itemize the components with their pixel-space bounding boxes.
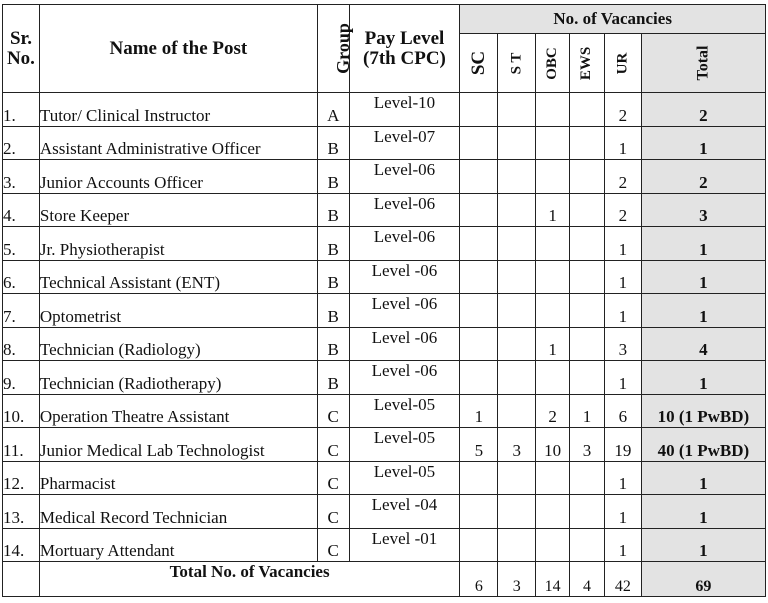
sr-cell: 13. bbox=[3, 495, 40, 529]
post-name: Pharmacist bbox=[39, 461, 317, 495]
sc-cell bbox=[460, 528, 498, 562]
table-row bbox=[3, 495, 766, 529]
sr-no-header bbox=[3, 5, 40, 93]
st-cell: 3 bbox=[498, 428, 536, 462]
obc-cell: 10 bbox=[536, 428, 570, 462]
ur-cell: 1 bbox=[604, 361, 641, 395]
st-cell bbox=[498, 495, 536, 529]
sr-cell: 2. bbox=[3, 126, 40, 160]
ews-cell bbox=[570, 93, 605, 127]
obc-cell bbox=[536, 227, 570, 261]
ur-header-label: UR bbox=[614, 52, 631, 75]
sc-cell bbox=[460, 160, 498, 194]
sr-no-line2: No. bbox=[6, 47, 35, 69]
sr-cell: 1. bbox=[3, 93, 40, 127]
table-row bbox=[3, 260, 766, 294]
sc-header bbox=[460, 34, 498, 93]
total-cell: 1 bbox=[641, 294, 765, 328]
table-row bbox=[3, 160, 766, 194]
total-ur: 42 bbox=[604, 562, 641, 597]
post-name: Technical Assistant (ENT) bbox=[39, 260, 317, 294]
vacancy-table bbox=[2, 4, 766, 597]
pay-level-cell: Level-05 bbox=[349, 394, 460, 428]
group-cell: B bbox=[317, 160, 349, 194]
ews-cell bbox=[570, 461, 605, 495]
ur-cell: 1 bbox=[604, 528, 641, 562]
group-header bbox=[317, 5, 353, 93]
sc-cell bbox=[460, 495, 498, 529]
ews-cell bbox=[570, 160, 605, 194]
post-name: Technician (Radiology) bbox=[39, 327, 317, 361]
post-name: Mortuary Attendant bbox=[39, 528, 317, 562]
obc-cell bbox=[536, 294, 570, 328]
total-cell: 2 bbox=[641, 93, 765, 127]
obc-cell bbox=[536, 361, 570, 395]
total-cell: 1 bbox=[641, 461, 765, 495]
total-cell: 1 bbox=[641, 528, 765, 562]
pay-level-line2: (7th CPC) bbox=[363, 47, 446, 69]
ur-cell: 1 bbox=[604, 126, 641, 160]
post-name: Junior Medical Lab Technologist bbox=[39, 428, 317, 462]
group-cell: C bbox=[317, 495, 349, 529]
st-cell bbox=[498, 260, 536, 294]
pay-level-cell: Level-06 bbox=[349, 227, 460, 261]
st-cell bbox=[498, 327, 536, 361]
ews-cell bbox=[570, 126, 605, 160]
name-of-post-header: Name of the Post bbox=[39, 5, 317, 93]
sr-cell: 7. bbox=[3, 294, 40, 328]
pay-level-cell: Level -06 bbox=[349, 361, 460, 395]
st-cell bbox=[498, 93, 536, 127]
pay-level-cell: Level-10 bbox=[349, 93, 460, 127]
sc-cell bbox=[460, 260, 498, 294]
sr-cell: 5. bbox=[3, 227, 40, 261]
total-row-label: Total No. of Vacancies bbox=[39, 562, 459, 597]
table-row bbox=[3, 126, 766, 160]
total-cell: 4 bbox=[641, 327, 765, 361]
pay-level-cell: Level-05 bbox=[349, 461, 460, 495]
group-cell: C bbox=[317, 461, 349, 495]
ur-cell: 1 bbox=[604, 461, 641, 495]
post-name: Junior Accounts Officer bbox=[39, 160, 317, 194]
obc-cell: 1 bbox=[536, 327, 570, 361]
obc-cell bbox=[536, 495, 570, 529]
sc-cell: 5 bbox=[460, 428, 498, 462]
table-row bbox=[3, 428, 766, 462]
group-cell: B bbox=[317, 193, 349, 227]
sr-cell: 4. bbox=[3, 193, 40, 227]
obc-header bbox=[536, 34, 570, 93]
total-obc: 14 bbox=[536, 562, 570, 597]
group-cell: A bbox=[317, 93, 349, 127]
ews-cell bbox=[570, 227, 605, 261]
ews-cell: 3 bbox=[570, 428, 605, 462]
group-cell: B bbox=[317, 294, 349, 328]
sc-header-label: SC bbox=[467, 50, 489, 76]
st-cell bbox=[498, 227, 536, 261]
sc-cell bbox=[460, 461, 498, 495]
table-footer bbox=[3, 562, 766, 597]
group-header-label: Group bbox=[332, 23, 353, 74]
pay-level-cell: Level-06 bbox=[349, 160, 460, 194]
group-cell: C bbox=[317, 528, 349, 562]
obc-cell bbox=[536, 160, 570, 194]
obc-cell bbox=[536, 461, 570, 495]
table-row bbox=[3, 294, 766, 328]
st-cell bbox=[498, 126, 536, 160]
pay-level-cell: Level -01 bbox=[349, 528, 460, 562]
table-row bbox=[3, 93, 766, 127]
pay-level-cell: Level-06 bbox=[349, 193, 460, 227]
ews-cell bbox=[570, 327, 605, 361]
sc-cell: 1 bbox=[460, 394, 498, 428]
grand-total: 69 bbox=[641, 562, 765, 597]
pay-level-cell: Level -06 bbox=[349, 294, 460, 328]
total-cell: 1 bbox=[641, 495, 765, 529]
total-cell: 40 (1 PwBD) bbox=[641, 428, 765, 462]
ur-cell: 1 bbox=[604, 260, 641, 294]
post-name: Operation Theatre Assistant bbox=[39, 394, 317, 428]
st-cell bbox=[498, 361, 536, 395]
st-cell bbox=[498, 394, 536, 428]
st-cell bbox=[498, 160, 536, 194]
group-cell: B bbox=[317, 361, 349, 395]
ur-header bbox=[604, 34, 641, 93]
post-name: Assistant Administrative Officer bbox=[39, 126, 317, 160]
sr-cell: 10. bbox=[3, 394, 40, 428]
group-cell: B bbox=[317, 327, 349, 361]
ews-header-label: EWS bbox=[578, 46, 595, 81]
group-cell: B bbox=[317, 126, 349, 160]
ur-cell: 2 bbox=[604, 193, 641, 227]
post-name: Optometrist bbox=[39, 294, 317, 328]
ur-cell: 3 bbox=[604, 327, 641, 361]
st-cell bbox=[498, 193, 536, 227]
sr-cell: 12. bbox=[3, 461, 40, 495]
ews-cell bbox=[570, 294, 605, 328]
st-header-label: S T bbox=[508, 52, 525, 75]
table-body bbox=[3, 93, 766, 562]
group-cell: B bbox=[317, 260, 349, 294]
table-row bbox=[3, 394, 766, 428]
group-cell: C bbox=[317, 428, 349, 462]
st-cell bbox=[498, 528, 536, 562]
total-header-label: Total bbox=[694, 45, 712, 81]
table-row bbox=[3, 461, 766, 495]
vacancies-header: No. of Vacancies bbox=[460, 5, 766, 34]
sc-cell bbox=[460, 361, 498, 395]
sr-cell: 8. bbox=[3, 327, 40, 361]
ews-cell bbox=[570, 528, 605, 562]
ur-cell: 1 bbox=[604, 495, 641, 529]
total-st: 3 bbox=[498, 562, 536, 597]
table-row bbox=[3, 327, 766, 361]
sc-cell bbox=[460, 294, 498, 328]
st-header bbox=[498, 34, 536, 93]
table-row bbox=[3, 361, 766, 395]
sr-cell: 14. bbox=[3, 528, 40, 562]
post-name: Medical Record Technician bbox=[39, 495, 317, 529]
post-name: Store Keeper bbox=[39, 193, 317, 227]
post-name: Jr. Physiotherapist bbox=[39, 227, 317, 261]
total-cell: 1 bbox=[641, 361, 765, 395]
sc-cell bbox=[460, 193, 498, 227]
sr-cell: 9. bbox=[3, 361, 40, 395]
sr-cell: 3. bbox=[3, 160, 40, 194]
table-header bbox=[3, 5, 766, 93]
obc-cell bbox=[536, 260, 570, 294]
total-cell: 3 bbox=[641, 193, 765, 227]
ur-cell: 2 bbox=[604, 160, 641, 194]
st-cell bbox=[498, 294, 536, 328]
ews-cell bbox=[570, 495, 605, 529]
total-cell: 1 bbox=[641, 260, 765, 294]
ews-cell: 1 bbox=[570, 394, 605, 428]
st-cell bbox=[498, 461, 536, 495]
obc-cell: 1 bbox=[536, 193, 570, 227]
table-row bbox=[3, 528, 766, 562]
obc-header-label: OBC bbox=[544, 47, 561, 80]
total-ews: 4 bbox=[570, 562, 605, 597]
ur-cell: 6 bbox=[604, 394, 641, 428]
sc-cell bbox=[460, 227, 498, 261]
pay-level-cell: Level-07 bbox=[349, 126, 460, 160]
sc-cell bbox=[460, 327, 498, 361]
pay-level-cell: Level-05 bbox=[349, 428, 460, 462]
total-cell: 1 bbox=[641, 126, 765, 160]
sc-cell bbox=[460, 93, 498, 127]
obc-cell bbox=[536, 528, 570, 562]
post-name: Tutor/ Clinical Instructor bbox=[39, 93, 317, 127]
sr-cell: 11. bbox=[3, 428, 40, 462]
ews-header bbox=[570, 34, 605, 93]
table-row bbox=[3, 193, 766, 227]
table-row bbox=[3, 227, 766, 261]
group-cell: B bbox=[317, 227, 349, 261]
pay-level-cell: Level -04 bbox=[349, 495, 460, 529]
obc-cell: 2 bbox=[536, 394, 570, 428]
pay-level-cell: Level -06 bbox=[349, 327, 460, 361]
ur-cell: 2 bbox=[604, 93, 641, 127]
ews-cell bbox=[570, 361, 605, 395]
total-cell: 1 bbox=[641, 227, 765, 261]
pay-level-header bbox=[349, 5, 460, 93]
ur-cell: 1 bbox=[604, 294, 641, 328]
sr-no-line1: Sr. bbox=[9, 27, 32, 49]
obc-cell bbox=[536, 93, 570, 127]
total-cell: 10 (1 PwBD) bbox=[641, 394, 765, 428]
ur-cell: 19 bbox=[604, 428, 641, 462]
group-cell: C bbox=[317, 394, 349, 428]
pay-level-cell: Level -06 bbox=[349, 260, 460, 294]
sr-cell: 6. bbox=[3, 260, 40, 294]
ews-cell bbox=[570, 193, 605, 227]
total-header bbox=[641, 34, 765, 93]
total-sc: 6 bbox=[460, 562, 498, 597]
pay-level-line1: Pay Level bbox=[364, 27, 445, 49]
total-row bbox=[3, 562, 766, 597]
post-name: Technician (Radiotherapy) bbox=[39, 361, 317, 395]
sc-cell bbox=[460, 126, 498, 160]
ews-cell bbox=[570, 260, 605, 294]
obc-cell bbox=[536, 126, 570, 160]
ur-cell: 1 bbox=[604, 227, 641, 261]
total-cell: 2 bbox=[641, 160, 765, 194]
total-row-sr bbox=[3, 562, 40, 597]
